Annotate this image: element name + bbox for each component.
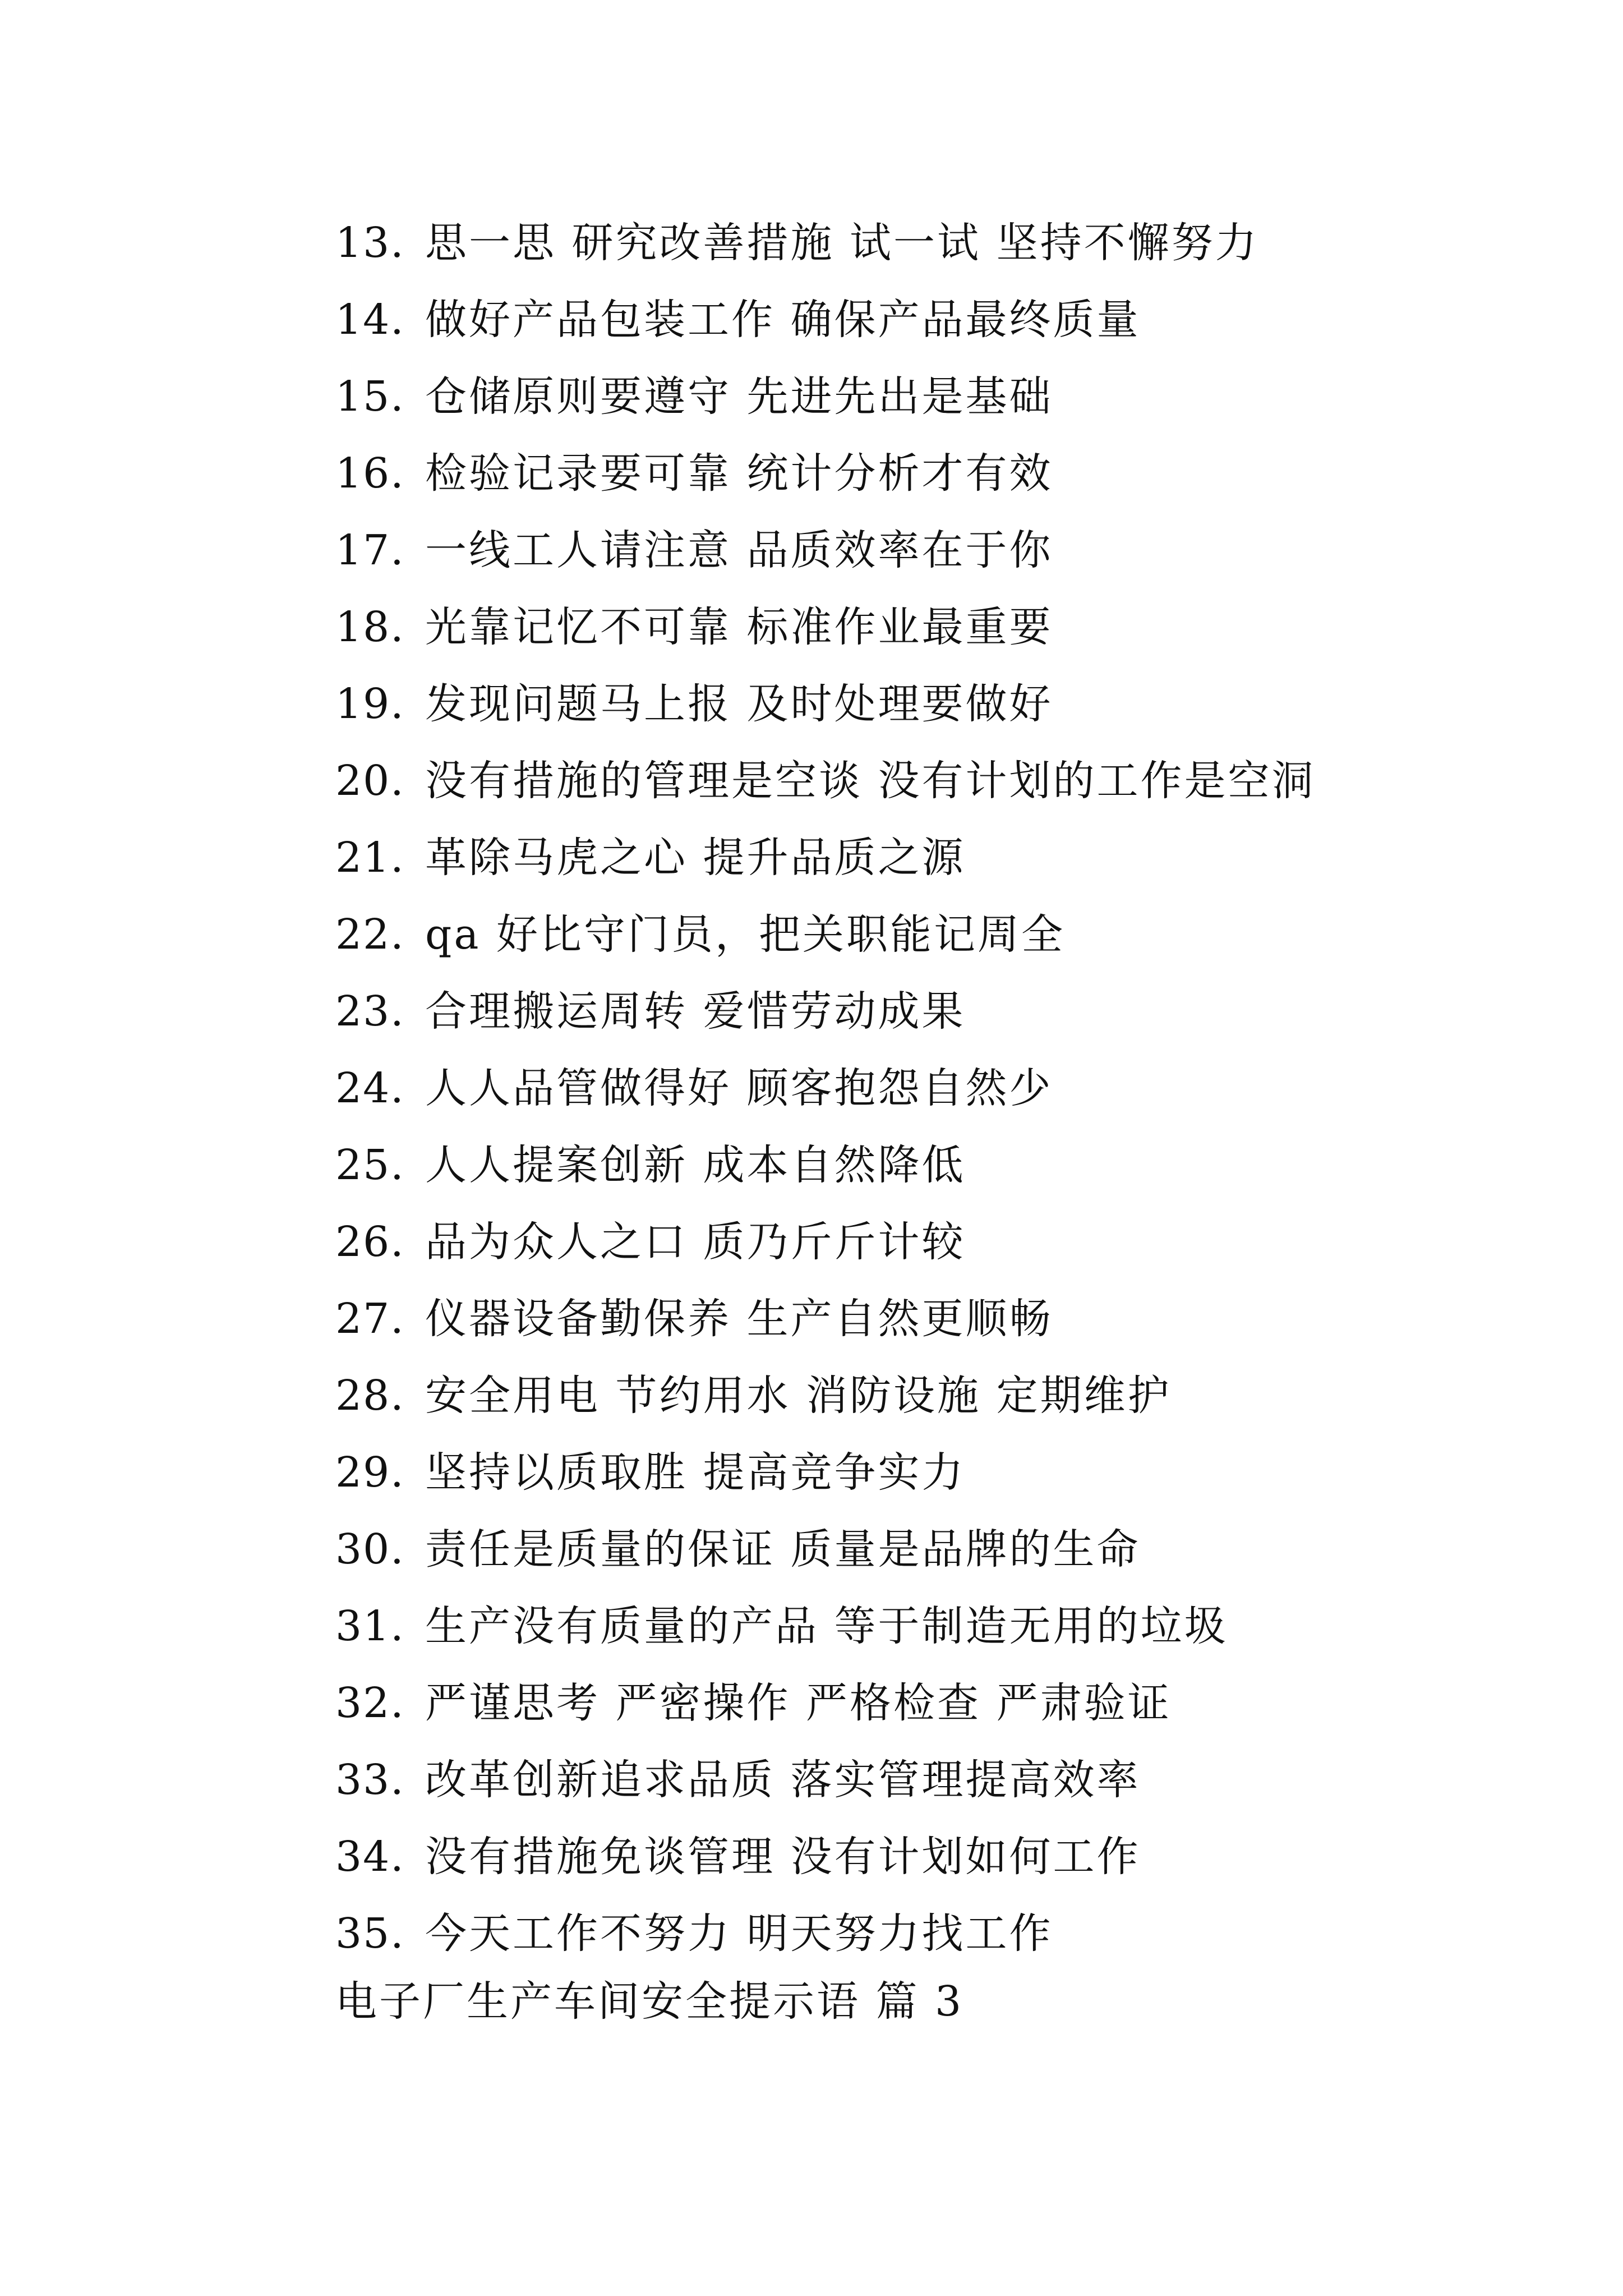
- list-item: [335, 205, 1316, 282]
- item-number: 20.: [335, 757, 405, 805]
- item-number: 24.: [335, 1064, 405, 1112]
- list-item: [335, 1358, 1316, 1434]
- item-text: 安全用电 节约用水 消防设施 定期维护: [425, 1372, 1172, 1420]
- section-heading: 电子厂生产车间安全提示语 篇 3: [335, 1977, 964, 2026]
- item-number: 32.: [335, 1679, 405, 1727]
- item-text: 坚持以质取胜 提高竞争实力: [425, 1448, 966, 1497]
- item-number: 31.: [335, 1602, 405, 1650]
- item-number: 17.: [335, 526, 405, 574]
- item-number: 29.: [335, 1448, 405, 1497]
- item-text: qa 好比守门员，把关职能记周全: [425, 910, 1066, 959]
- list-item: [335, 1895, 1316, 1972]
- item-text: 没有措施免谈管理 没有计划如何工作: [425, 1833, 1141, 1881]
- item-text: 改革创新追求品质 落实管理提高效率: [425, 1756, 1141, 1804]
- list-item: [335, 1665, 1316, 1742]
- item-number: 18.: [335, 603, 405, 651]
- item-number: 16.: [335, 449, 405, 498]
- list-item: [335, 1281, 1316, 1358]
- item-number: 35.: [335, 1910, 405, 1958]
- list-item: [335, 743, 1316, 820]
- item-number: 25.: [335, 1141, 405, 1189]
- list-item: [335, 1588, 1316, 1665]
- item-number: 15.: [335, 372, 405, 421]
- item-text: 仓储原则要遵守 先进先出是基础: [425, 372, 1053, 421]
- item-number: 13.: [335, 219, 405, 267]
- item-text: 没有措施的管理是空谈 没有计划的工作是空洞: [425, 757, 1316, 805]
- item-number: 34.: [335, 1833, 405, 1881]
- item-number: 27.: [335, 1295, 405, 1343]
- item-number: 28.: [335, 1372, 405, 1420]
- item-number: 21.: [335, 834, 405, 882]
- list-item: [335, 1511, 1316, 1588]
- item-number: 22.: [335, 910, 405, 959]
- list-item: [335, 1050, 1316, 1127]
- item-text: 发现问题马上报 及时处理要做好: [425, 680, 1053, 728]
- item-text: 光靠记忆不可靠 标准作业最重要: [425, 603, 1053, 651]
- item-text: 品为众人之口 质乃斤斤计较: [425, 1218, 966, 1266]
- item-number: 26.: [335, 1218, 405, 1266]
- list-item: [335, 1819, 1316, 1895]
- item-text: 思一思 研究改善措施 试一试 坚持不懈努力: [425, 219, 1259, 267]
- list-item: [335, 512, 1316, 589]
- list-item: [335, 666, 1316, 743]
- item-text: 仪器设备勤保养 生产自然更顺畅: [425, 1295, 1053, 1343]
- slogan-list: [335, 205, 1316, 1972]
- list-item: [335, 589, 1316, 666]
- item-text: 一线工人请注意 品质效率在于你: [425, 526, 1053, 574]
- item-number: 19.: [335, 680, 405, 728]
- list-item: [335, 1742, 1316, 1819]
- list-item: [335, 282, 1316, 358]
- list-item: [335, 358, 1316, 435]
- item-text: 严谨思考 严密操作 严格检查 严肃验证: [425, 1679, 1172, 1727]
- list-item: [335, 896, 1316, 973]
- item-text: 做好产品包装工作 确保产品最终质量: [425, 296, 1141, 344]
- item-text: 革除马虎之心 提升品质之源: [425, 834, 966, 882]
- list-item: [335, 435, 1316, 512]
- list-item: [335, 973, 1316, 1050]
- item-text: 今天工作不努力 明天努力找工作: [425, 1910, 1053, 1958]
- item-number: 33.: [335, 1756, 405, 1804]
- list-item: [335, 1204, 1316, 1281]
- item-number: 23.: [335, 987, 405, 1036]
- list-item: [335, 1127, 1316, 1204]
- list-item: [335, 1434, 1316, 1511]
- item-text: 检验记录要可靠 统计分析才有效: [425, 449, 1053, 498]
- item-text: 合理搬运周转 爱惜劳动成果: [425, 987, 966, 1036]
- item-text: 生产没有质量的产品 等于制造无用的垃圾: [425, 1602, 1228, 1650]
- list-item: [335, 820, 1316, 896]
- item-text: 责任是质量的保证 质量是品牌的生命: [425, 1525, 1141, 1573]
- item-number: 30.: [335, 1525, 405, 1573]
- item-text: 人人提案创新 成本自然降低: [425, 1141, 966, 1189]
- item-number: 14.: [335, 296, 405, 344]
- item-text: 人人品管做得好 顾客抱怨自然少: [425, 1064, 1053, 1112]
